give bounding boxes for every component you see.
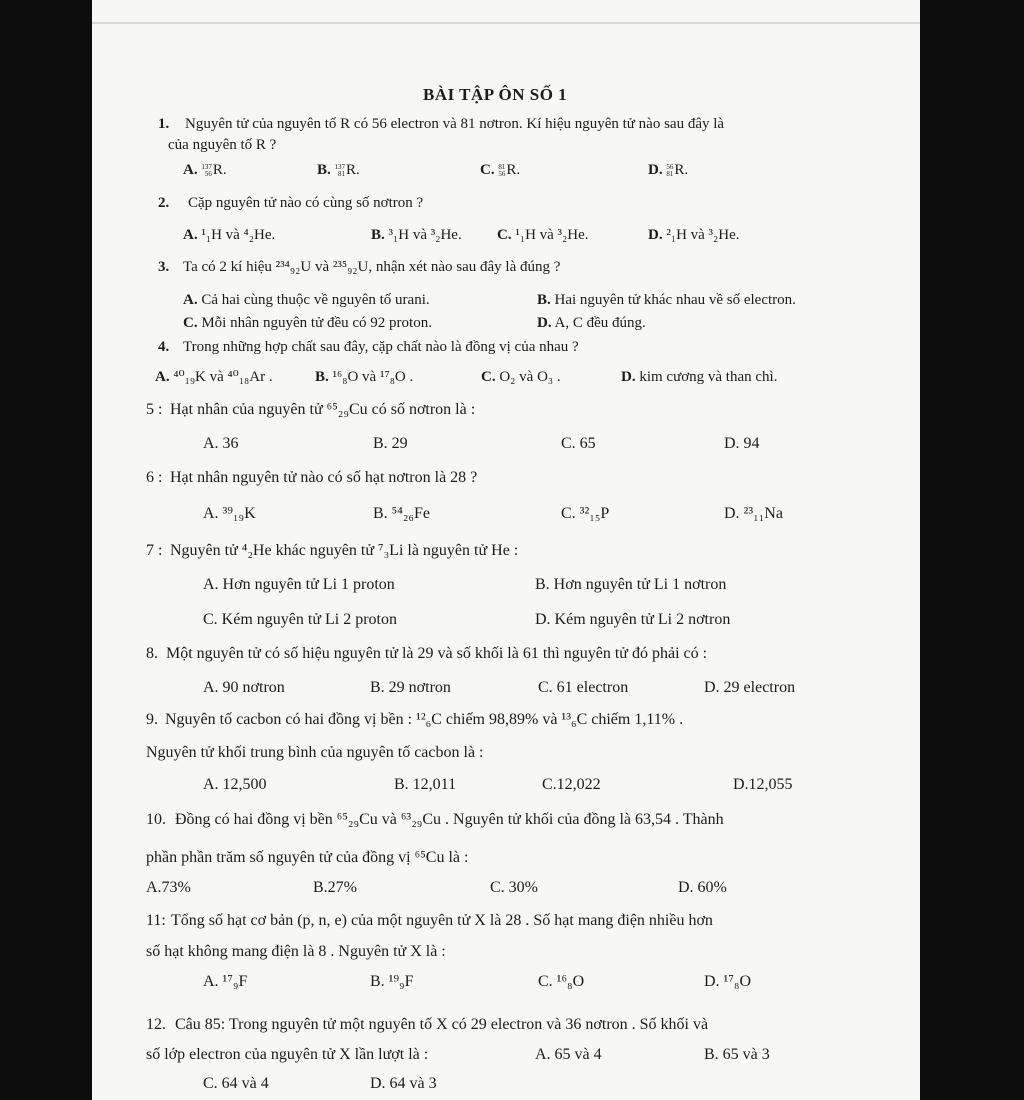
question-text-continued: của nguyên tố R ? (168, 137, 277, 153)
answer-option-c: C. ¹⁶₈O (538, 973, 585, 990)
option-label: C. (183, 315, 198, 331)
answer-option-b: B. ¹⁹₉F (370, 973, 414, 990)
answer-option-d (537, 316, 646, 331)
answer-option-c: C. 30% (490, 879, 538, 896)
option-text: ³₁H và ³₂He. (388, 227, 462, 243)
question-text: Tổng số hạt cơ bản (p, n, e) của một nguyên tử X là 28 . Số hạt mang điện nhiều hơn (171, 912, 713, 929)
answer-option-d (648, 163, 688, 178)
atomic-number: 56 (204, 169, 212, 178)
option-label: B. (317, 162, 335, 178)
option-label: D. (648, 162, 667, 178)
answer-option-a (183, 228, 275, 243)
option-text: Cả hai cùng thuộc về nguyên tố urani. (201, 292, 430, 308)
top-divider (92, 22, 920, 24)
answer-option-c: C. Kém nguyên tử Li 2 proton (203, 611, 397, 628)
answer-option-a: A. ³⁹₁₉K (203, 505, 256, 522)
option-label: C. (497, 227, 512, 243)
answer-option-c (497, 228, 589, 243)
answer-option-d: D. ²³₁₁Na (724, 505, 783, 522)
answer-option-d (621, 370, 777, 385)
option-label: A. (183, 292, 198, 308)
answer-option-a: A. ¹⁷₉F (203, 973, 248, 990)
question-number: 9. (146, 711, 158, 728)
answer-option-d: D. 29 electron (704, 679, 796, 696)
option-text: ⁴⁰₁₉K và ⁴⁰₁₈Ar . (173, 369, 273, 385)
nuclide-numbers (335, 164, 346, 178)
question-text: Nguyên tử của nguyên tố R có 56 electron và 81 nơtron. Kí hiệu nguyên tử nào sau đây là (185, 116, 725, 132)
answer-option-d: D.12,055 (733, 776, 793, 793)
option-text: ²₁H và ³₂He. (666, 227, 740, 243)
question-text: Nguyên tố cacbon có hai đồng vị bền : ¹²₆C chiếm 98,89% và ¹³₆C chiếm 1,11% . (165, 711, 684, 728)
option-label: D. (621, 369, 636, 385)
question-text: Một nguyên tử có số hiệu nguyên tử là 29 và số khối là 61 thì nguyên tử đó phải có : (166, 645, 708, 662)
question-text-continued: số lớp electron của nguyên tử X lần lượt là : (146, 1046, 429, 1063)
option-text: Hai nguyên tử khác nhau về số electron. (554, 292, 796, 308)
option-text: A, C đều đúng. (554, 315, 646, 331)
option-text: O₂ và O₃ . (499, 369, 561, 385)
question-number: 10. (146, 811, 166, 828)
answer-option-b: B. 29 (373, 435, 408, 452)
mass-number: 81 (498, 162, 506, 171)
question-text: Trong những hợp chất sau đây, cặp chất nào là đồng vị của nhau ? (183, 339, 579, 355)
option-text: ¹₁H và ⁴₂He. (201, 227, 276, 243)
answer-option-c: C.12,022 (542, 776, 601, 793)
answer-option-b: B. 65 và 3 (704, 1046, 770, 1063)
question-text-continued: Nguyên tử khối trung bình của nguyên tố cacbon là : (146, 744, 484, 761)
answer-option-b (315, 370, 413, 385)
answer-option-a: A. Hơn nguyên tử Li 1 proton (203, 576, 395, 593)
question-number: 3. (158, 259, 170, 275)
answer-option-d: D. 94 (724, 435, 760, 452)
question-number: 6 : (146, 469, 163, 486)
answer-option-c: C. 65 (561, 435, 596, 452)
answer-option-b (317, 163, 360, 178)
element-symbol: R. (674, 162, 689, 178)
answer-option-c (481, 370, 561, 385)
question-text: Hạt nhân nguyên tử nào có số hạt nơtron là 28 ? (170, 469, 478, 486)
option-label: D. (537, 315, 552, 331)
answer-option-a: A. 65 và 4 (535, 1046, 602, 1063)
element-symbol: R. (346, 162, 360, 178)
option-text: kim cương và than chì. (639, 369, 778, 385)
question-number: 1. (158, 116, 170, 132)
question-text: Hạt nhân của nguyên tử ⁶⁵₂₉Cu có số nơtron là : (170, 401, 476, 418)
question-text: Câu 85: Trong nguyên tử một nguyên tố X có 29 electron và 36 nơtron . Số khối và (175, 1016, 709, 1033)
answer-option-c: C. 61 electron (538, 679, 629, 696)
option-label: A. (183, 162, 202, 178)
question-number: 11: (146, 912, 166, 929)
answer-option-b: B. Hơn nguyên tử Li 1 nơtron (535, 576, 727, 593)
option-label: B. (315, 369, 329, 385)
answer-option-d: D. 64 và 3 (370, 1075, 437, 1092)
answer-option-a (155, 370, 273, 385)
answer-option-a: A. 36 (203, 435, 239, 452)
question-text: Ta có 2 kí hiệu ²³⁴₉₂U và ²³⁵₉₂U, nhận xét nào sau đây là đúng ? (183, 259, 561, 275)
answer-option-a: A.73% (146, 879, 191, 896)
answer-option-a (183, 163, 227, 178)
option-label: B. (537, 292, 551, 308)
atomic-number: 56 (498, 169, 506, 178)
answer-option-b: B. 29 nơtron (370, 679, 451, 696)
answer-option-a: A. 90 nơtron (203, 679, 285, 696)
nuclide-numbers (201, 164, 212, 178)
option-text: ¹⁶₈O và ¹⁷₈O . (332, 369, 414, 385)
question-text: Nguyên tử ⁴₂He khác nguyên tử ⁷₃Li là nguyên tử He : (170, 542, 519, 559)
answer-option-d: D. Kém nguyên tử Li 2 nơtron (535, 611, 731, 628)
question-text-continued: phần phần trăm số nguyên tử của đồng vị ⁶⁵Cu là : (146, 849, 469, 866)
option-label: A. (155, 369, 170, 385)
mass-number: 56 (666, 162, 674, 171)
atomic-number: 81 (666, 169, 674, 178)
answer-option-b: B. 12,011 (394, 776, 457, 793)
element-symbol: R. (212, 162, 227, 178)
option-label: C. (481, 369, 496, 385)
mass-number: 137 (201, 162, 212, 171)
answer-option-b: B.27% (313, 879, 357, 896)
answer-option-b (537, 293, 796, 308)
option-label: C. (480, 162, 499, 178)
option-text: Mỗi nhân nguyên tử đều có 92 proton. (201, 315, 432, 331)
question-number: 5 : (146, 401, 163, 418)
question-number: 12. (146, 1016, 166, 1033)
answer-option-a (183, 293, 430, 308)
answer-option-c: C. 64 và 4 (203, 1075, 269, 1092)
option-text: ¹₁H và ³₂He. (515, 227, 589, 243)
answer-option-d: D. ¹⁷₈O (704, 973, 752, 990)
answer-option-c (183, 316, 432, 331)
nuclide-numbers (498, 164, 505, 178)
question-text-continued: số hạt không mang điện là 8 . Nguyên tử X là : (146, 943, 446, 960)
question-number: 4. (158, 339, 170, 355)
option-label: B. (371, 227, 385, 243)
nuclide-numbers (666, 164, 673, 178)
answer-option-c: C. ³²₁₅P (561, 505, 610, 522)
page-title: BÀI TẬP ÔN SỐ 1 (423, 85, 568, 104)
answer-option-d (648, 228, 740, 243)
element-symbol: R. (506, 162, 521, 178)
mass-number: 137 (334, 162, 346, 171)
option-label: A. (183, 227, 198, 243)
answer-option-b (371, 228, 462, 243)
question-text: Cặp nguyên tử nào có cùng số nơtron ? (188, 195, 424, 211)
question-number: 8. (146, 645, 158, 662)
question-number: 2. (158, 195, 170, 211)
question-number: 7 : (146, 542, 163, 559)
atomic-number: 81 (338, 169, 346, 178)
answer-option-d: D. 60% (678, 879, 727, 896)
answer-option-c (480, 163, 520, 178)
option-label: D. (648, 227, 663, 243)
question-text: Đồng có hai đồng vị bền ⁶⁵₂₉Cu và ⁶³₂₉Cu . Nguyên tử khối của đồng là 63,54 . Thành (175, 811, 724, 828)
answer-option-b: B. ⁵⁴₂₆Fe (373, 505, 430, 522)
answer-option-a: A. 12,500 (203, 776, 267, 793)
